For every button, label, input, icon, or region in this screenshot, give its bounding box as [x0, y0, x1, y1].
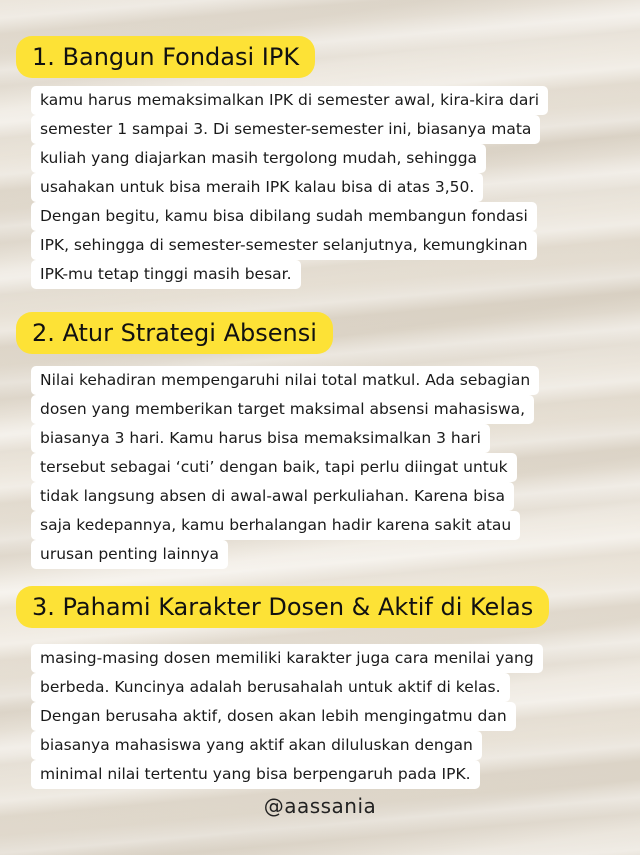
section-2-line: urusan penting lainnya — [31, 540, 228, 569]
section-2-heading: 2. Atur Strategi Absensi — [16, 312, 333, 354]
section-3-line: minimal nilai tertentu yang bisa berpengaruh pada IPK. — [31, 760, 480, 789]
section-1-line: semester 1 sampai 3. Di semester-semester ini, biasanya mata — [31, 115, 540, 144]
section-1-line: kamu harus memaksimalkan IPK di semester awal, kira-kira dari — [31, 86, 548, 115]
section-2-line: Nilai kehadiran mempengaruhi nilai total matkul. Ada sebagian — [31, 366, 539, 395]
section-3-line: berbeda. Kuncinya adalah berusahalah untuk aktif di kelas. — [31, 673, 510, 702]
author-handle: @aassania — [263, 794, 377, 818]
section-2-line: biasanya 3 hari. Kamu harus bisa memaksimalkan 3 hari — [31, 424, 490, 453]
section-1-line: IPK-mu tetap tinggi masih besar. — [31, 260, 301, 289]
section-3-line: biasanya mahasiswa yang aktif akan diluluskan dengan — [31, 731, 482, 760]
section-3-line: masing-masing dosen memiliki karakter juga cara menilai yang — [31, 644, 543, 673]
section-2-line: dosen yang memberikan target maksimal absensi mahasiswa, — [31, 395, 534, 424]
section-2-line: saja kedepannya, kamu berhalangan hadir karena sakit atau — [31, 511, 520, 540]
section-1-body — [40, 86, 548, 289]
section-1-line: usahakan untuk bisa meraih IPK kalau bisa di atas 3,50. — [31, 173, 483, 202]
section-3-body — [40, 644, 543, 789]
section-2-body — [40, 366, 539, 569]
section-2-line: tersebut sebagai ‘cuti’ dengan baik, tapi perlu diingat untuk — [31, 453, 517, 482]
section-2-line: tidak langsung absen di awal-awal perkuliahan. Karena bisa — [31, 482, 514, 511]
section-3-line: Dengan berusaha aktif, dosen akan lebih mengingatmu dan — [31, 702, 516, 731]
section-1-line: Dengan begitu, kamu bisa dibilang sudah membangun fondasi — [31, 202, 537, 231]
section-1-line: IPK, sehingga di semester-semester selanjutnya, kemungkinan — [31, 231, 537, 260]
section-1-line: kuliah yang diajarkan masih tergolong mudah, sehingga — [31, 144, 486, 173]
section-3-heading: 3. Pahami Karakter Dosen & Aktif di Kelas — [16, 586, 549, 628]
section-1-heading: 1. Bangun Fondasi IPK — [16, 36, 315, 78]
